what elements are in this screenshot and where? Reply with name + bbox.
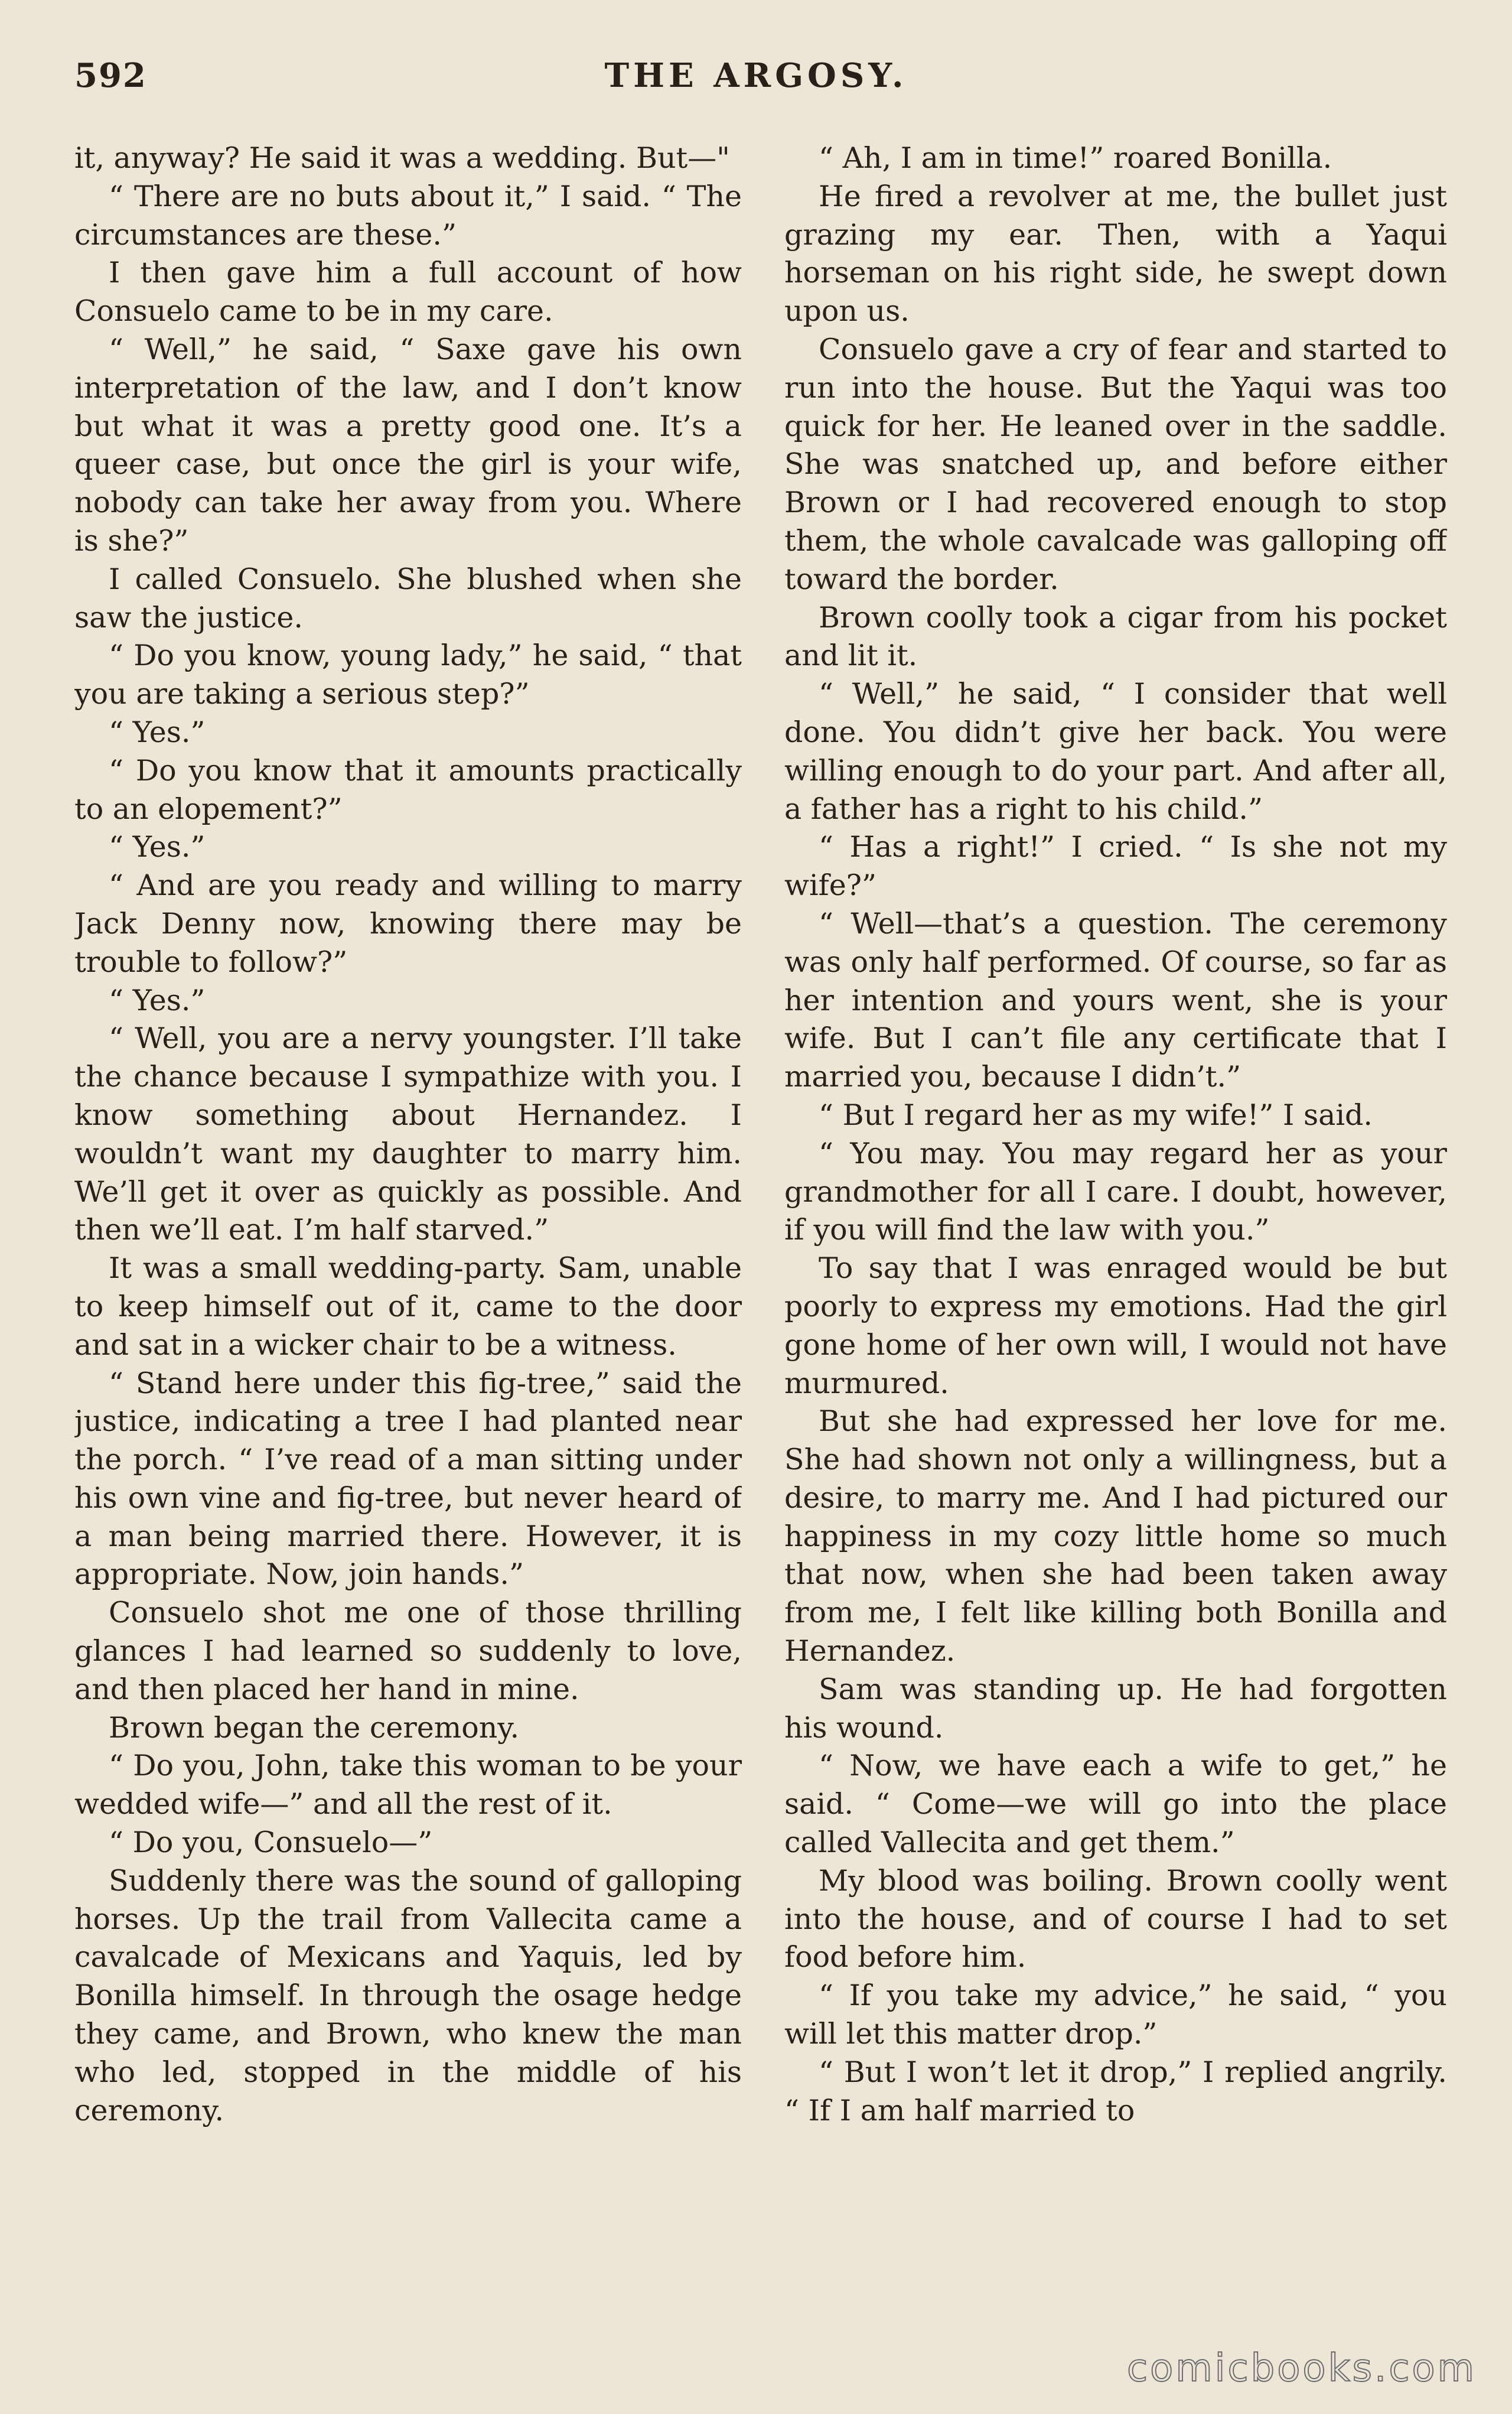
paragraph: To say that I was enraged would be but poorly to express my emotions. Had the girl gone home of her own will, I would not have murmured. — [784, 1251, 1447, 1400]
paragraph: I called Consuelo. She blushed when she saw the justice. — [74, 562, 742, 635]
paragraph: “ If you take my advice,” he said, “ you will let this matter drop.” — [784, 1979, 1447, 2051]
paragraph: “ Well—that’s a question. The ceremony was only half performed. Of course, so far as her intention and yours went, she is your wife. But I can’t file any certificate that I married you, because I didn’t.” — [784, 906, 1447, 1094]
paragraph: “ Now, we have each a wife to get,” he said. “ Come—we will go into the place called Vallecita and get them.” — [784, 1749, 1447, 1860]
paragraph: “ Do you, John, take this woman to be your wedded wife—” and all the rest of it. — [74, 1749, 742, 1821]
paragraph: “ Well,” he said, “ Saxe gave his own interpretation of the law, and I don’t know but what it was a pretty good one. It’s a queer case, but once the girl is your wife, nobody can take her away from you. Where is she?” — [74, 332, 742, 558]
paragraph: “ Do you know, young lady,” he said, “ that you are taking a serious step?” — [74, 639, 742, 711]
paragraph: “ Do you, Consuelo—” — [109, 1826, 433, 1860]
paragraph: “ Ah, I am in time!” roared Bonilla. — [819, 141, 1332, 175]
paragraph: But she had expressed her love for me. She had shown not only a willingness, but a desire, to marry me. And I had pictured our happiness in my cozy little home so much that now, when she had been taken away from me, I felt like killing both Bonilla and Hernandez. — [784, 1404, 1447, 1668]
paragraph: Consuelo gave a cry of fear and started to run into the house. But the Yaqui was too quick for her. He leaned over in the saddle. She was snatched up, and before either Brown or I had recovered enough to stop them, the whole cavalcade was galloping off toward the border. — [784, 332, 1447, 596]
running-head — [0, 56, 1512, 109]
paragraph: “ But I regard her as my wife!” I said. — [819, 1098, 1373, 1132]
paragraph: “ Yes.” — [109, 983, 206, 1017]
paragraph: “ There are no buts about it,” I said. “ The circumstances are these.” — [74, 179, 742, 252]
paragraph: “ Yes.” — [109, 715, 206, 749]
paragraph: It was a small wedding-party. Sam, unable to keep himself out of it, came to the door and sat in a wicker chair to be a witness. — [74, 1251, 742, 1362]
paragraph: Consuelo shot me one of those thrilling glances I had learned so suddenly to love, and then placed her hand in mine. — [74, 1596, 742, 1706]
right-column — [784, 139, 1447, 2325]
paragraph: “ Has a right!” I cried. “ Is she not my wife?” — [784, 830, 1447, 903]
paragraph: Brown began the ceremony. — [109, 1710, 520, 1745]
paragraph: “ Stand here under this fig-tree,” said the justice, indicating a tree I had planted near the porch. “ I’ve read of a man sitting under his own vine and fig-tree, but never heard of a man being married there. However, it is appropriate. Now, join hands.” — [74, 1366, 742, 1592]
paragraph: “ You may. You may regard her as your grandmother for all I care. I doubt, however, if you will find the law with you.” — [784, 1136, 1447, 1247]
paragraph: Suddenly there was the sound of galloping horses. Up the trail from Vallecita came a cavalcade of Mexicans and Yaquis, led by Bonilla himself. In through the osage hedge they came, and Brown, who knew the man who led, stopped in the middle of his ceremony. — [74, 1863, 742, 2127]
paragraph: “ Well,” he said, “ I consider that well done. You didn’t give her back. You were willing enough to do your part. And after all, a father has a right to his child.” — [784, 677, 1447, 826]
paragraph: He fired a revolver at me, the bullet just grazing my ear. Then, with a Yaqui horseman on his right side, he swept down upon us. — [784, 179, 1447, 328]
paragraph: “ Yes.” — [109, 830, 206, 864]
paragraph: Brown coolly took a cigar from his pocket and lit it. — [784, 600, 1447, 673]
paragraph: Sam was standing up. He had forgotten his wound. — [784, 1672, 1447, 1745]
paragraph: it, anyway? He said it was a wedding. But—" — [74, 141, 730, 175]
magazine-title: THE ARGOSY. — [604, 56, 908, 95]
watermark: comicbooks.com — [1126, 2347, 1477, 2390]
left-column — [74, 139, 742, 2325]
paragraph: “ Do you know that it amounts practically to an elopement?” — [74, 753, 742, 826]
paragraph: “ But I won’t let it drop,” I replied angrily. “ If I am half married to — [784, 2055, 1447, 2127]
paragraph: “ Well, you are a nervy youngster. I’ll take the chance because I sympathize with you. I know something about Hernandez. I wouldn’t want my daughter to marry him. We’ll get it over as quickly as possible. And then we’ll eat. I’m half starved.” — [74, 1021, 742, 1247]
page-number: 592 — [74, 56, 147, 95]
paragraph: “ And are you ready and willing to marry Jack Denny now, knowing there may be trouble to follow?” — [74, 868, 742, 979]
paragraph: I then gave him a full account of how Consuelo came to be in my care. — [74, 256, 742, 328]
paragraph: My blood was boiling. Brown coolly went into the house, and of course I had to set food before him. — [784, 1863, 1447, 1974]
